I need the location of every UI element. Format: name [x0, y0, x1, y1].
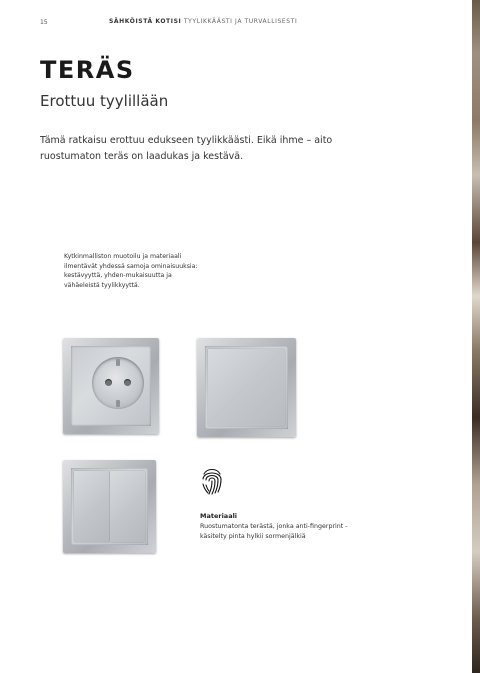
- material-title: Materiaali: [200, 512, 238, 520]
- socket-well: [92, 357, 144, 409]
- page-title: TERÄS: [40, 56, 135, 84]
- page-number: 15: [40, 19, 48, 26]
- running-header: [109, 18, 297, 25]
- header-section-bold: SÄHKÖISTÄ KOTISI: [109, 18, 182, 25]
- switch-rocker-right: [110, 471, 145, 542]
- switch-rocker-left: [74, 471, 109, 542]
- page-subtitle: Erottuu tyylillään: [40, 92, 169, 110]
- material-text: Ruostumatonta terästä, jonka anti-fingerprint -käsitelty pinta hylkii sormenjälkiä: [200, 523, 348, 540]
- socket-outlet-image: [63, 338, 159, 434]
- intro-paragraph: Tämä ratkaisu erottuu edukseen tyylikkäästi. Eikä ihme – aito ruostumaton teräs on laadukas ja kestävä.: [40, 135, 333, 162]
- fingerprint-icon: [200, 466, 224, 496]
- double-switch-image: [63, 460, 156, 553]
- switch-rocker: [208, 349, 285, 426]
- header-section-rest: TYYLIKKÄÄSTI JA TURVALLISESTI: [183, 18, 298, 25]
- edge-photo-strip: [472, 0, 480, 673]
- caption-text: Kytkinmalliston muotoilu ja materiaali ilmentävät yhdessä samoja ominaisuuksia: kestävyyttä, yhden-mukaisuutta ja vähäeleistä tyylikkyyttä.: [64, 253, 198, 289]
- single-switch-image: [197, 338, 296, 437]
